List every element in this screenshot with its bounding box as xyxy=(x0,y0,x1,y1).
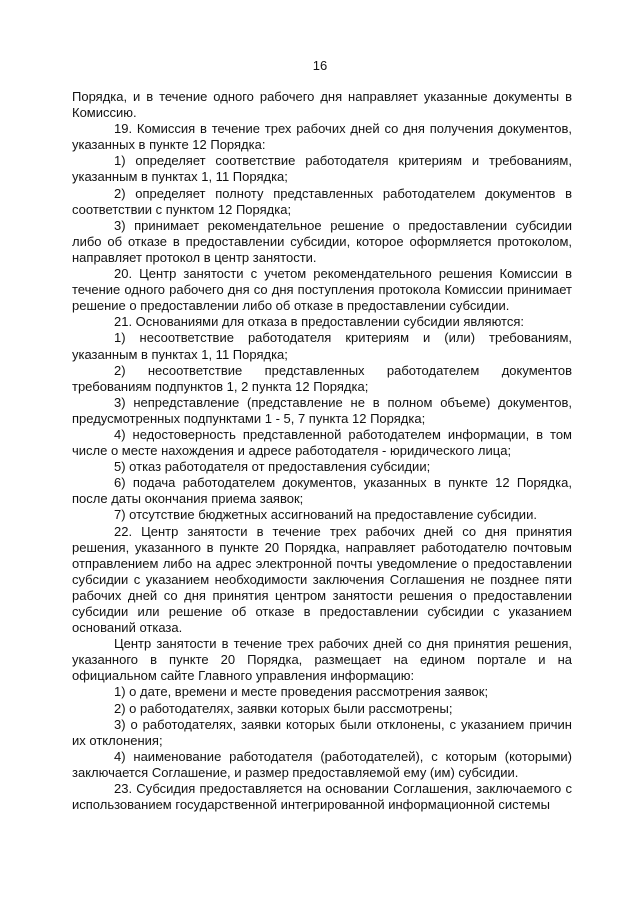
paragraph: 3) принимает рекомендательное решение о предоставлении субсидии либо об отказе в предоставлении субсидии, которое оформляется протоколом, направляет протокол в центр занятости. xyxy=(72,217,572,265)
paragraph: 1) о дате, времени и месте проведения рассмотрения заявок; xyxy=(114,684,489,700)
paragraph: 20. Центр занятости с учетом рекомендательного решения Комиссии в течение одного рабочего дня со дня поступления протокола Комиссии принимает решение о предоставлении либо об отказе в предоставлении субсидии. xyxy=(72,266,572,314)
paragraph: 1) определяет соответствие работодателя критериям и требованиям, указанным в пунктах 1, 11 Порядка; xyxy=(72,153,572,185)
paragraph: 2) определяет полноту представленных работодателем документов в соответствии с пунктом 12 Порядка; xyxy=(72,185,572,217)
paragraph: 3) о работодателях, заявки которых были отклонены, с указанием причин их отклонения; xyxy=(72,716,572,748)
paragraph: 6) подача работодателем документов, указанных в пункте 12 Порядка, после даты окончания приема заявок; xyxy=(72,475,572,507)
paragraph: 19. Комиссия в течение трех рабочих дней со дня получения документов, указанных в пункте 12 Порядка: xyxy=(72,121,572,153)
paragraph: 21. Основаниями для отказа в предоставлении субсидии являются: xyxy=(114,314,525,330)
paragraph: 3) непредставление (представление не в полном объеме) документов, предусмотренных подпунктами 1 - 5, 7 пункта 12 Порядка; xyxy=(72,394,572,426)
paragraph: 2) о работодателях, заявки которых были рассмотрены; xyxy=(114,700,453,716)
paragraph: 22. Центр занятости в течение трех рабочих дней со дня принятия решения, указанного в пункте 20 Порядка, направляет работодателю почтовым отправлением либо на адрес электронной почты уведомление о предоставлении субсидии с указанием необходимости заключения Соглашения не позднее пяти рабочих дней со дня принятия центром занятости решения о предоставлении субсидии или решение об отказе в предоставлении субсидии с указанием оснований отказа. xyxy=(72,523,572,636)
paragraph: 4) недостоверность представленной работодателем информации, в том числе о месте нахождения и адресе работодателя - юридического лица; xyxy=(72,426,572,459)
paragraph: 5) отказ работодателя от предоставления субсидии; xyxy=(114,459,431,475)
paragraph: 7) отсутствие бюджетных ассигнований на предоставление субсидии. xyxy=(114,507,537,523)
paragraph: 4) наименование работодателя (работодателей), с которым (которыми) заключается Соглашение, и размер предоставляемой ему (им) субсидии. xyxy=(72,748,572,780)
paragraph: Порядка, и в течение одного рабочего дня направляет указанные документы в Комиссию. xyxy=(72,89,572,121)
page-number: 16 xyxy=(312,58,328,73)
paragraph: 1) несоответствие работодателя критериям и (или) требованиям, указанным в пунктах 1, 11 Порядка; xyxy=(72,330,572,362)
document-body xyxy=(72,89,572,813)
paragraph: 2) несоответствие представленных работодателем документов требованиям подпунктов 1, 2 пункта 12 Порядка; xyxy=(72,362,572,394)
paragraph: 23. Субсидия предоставляется на основании Соглашения, заключаемого с использованием государственной интегрированной информационной системы xyxy=(72,781,572,813)
paragraph: Центр занятости в течение трех рабочих дней со дня принятия решения, указанного в пункте 20 Порядка, размещает на едином портале и на официальном сайте Главного управления информацию: xyxy=(72,636,572,684)
